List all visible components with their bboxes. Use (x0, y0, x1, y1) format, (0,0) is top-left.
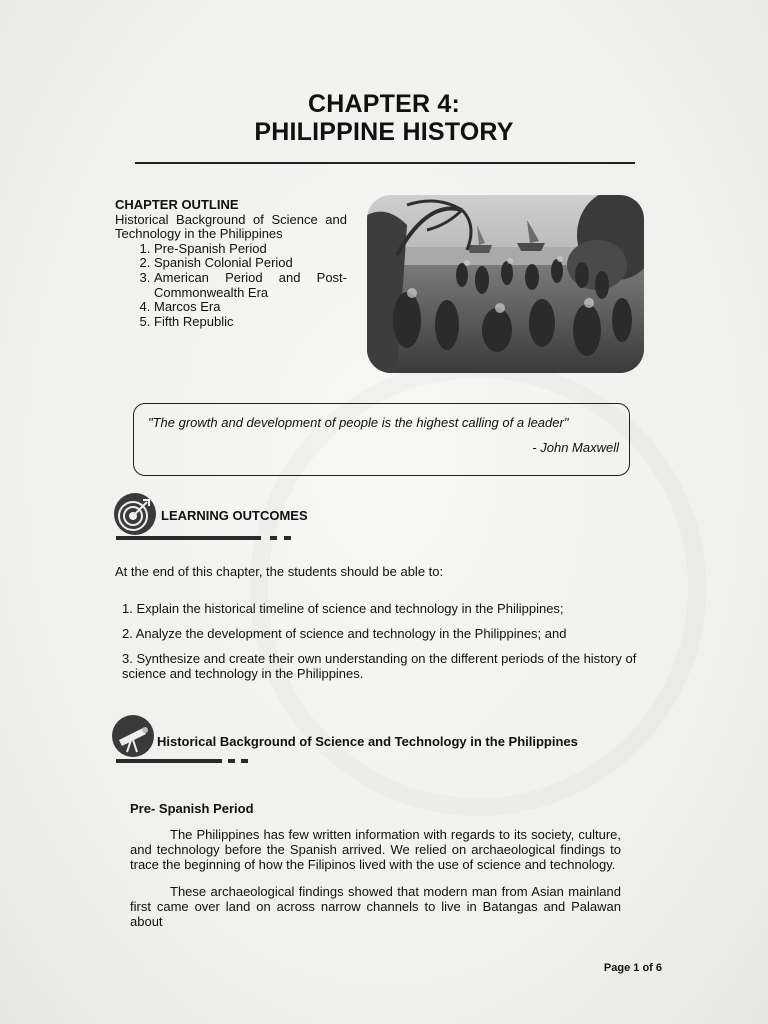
quote-box (133, 403, 630, 476)
outcomes-intro: At the end of this chapter, the students should be able to: (115, 564, 444, 579)
target-icon (113, 492, 157, 536)
chapter-number: CHAPTER 4: (307, 90, 460, 118)
outline-item: 3. American Period and Post-Commonwealth Era (154, 271, 347, 300)
outline-item: 1. Pre-Spanish Period (154, 242, 347, 257)
pre-spanish-paragraph: These archaeological findings showed that modern man from Asian mainland first came over land on across narrow channels to live in Batangas and Palawan about (130, 884, 621, 929)
underline-dot (270, 536, 277, 540)
underline-dot (284, 536, 291, 540)
quote-author: - John Maxwell (532, 440, 619, 455)
telescope-icon (111, 714, 155, 758)
learning-outcomes-heading: LEARNING OUTCOMES (161, 508, 308, 523)
outcome-item: 1. Explain the historical timeline of science and technology in the Philippines; (122, 601, 564, 616)
outline-intro: Historical Background of Science and Technology in the Philippines (115, 211, 347, 242)
underline-dot (241, 759, 248, 763)
title-divider (135, 162, 635, 164)
section-underline (116, 536, 261, 540)
outline-item: 2. Spanish Colonial Period (154, 256, 347, 271)
outline-item: 4. Marcos Era (154, 300, 347, 315)
underline-dot (228, 759, 235, 763)
pre-spanish-heading: Pre- Spanish Period (130, 801, 254, 816)
page-number: Page 1 of 6 (603, 962, 662, 974)
outcome-item: 2. Analyze the development of science and technology in the Philippines; and (122, 626, 567, 641)
chapter-outline (115, 198, 347, 329)
chapter-title: PHILIPPINE HISTORY (254, 118, 514, 146)
quote-text: "The growth and development of people is the highest calling of a leader" (148, 415, 569, 430)
outcome-item: 3. Synthesize and create their own understanding on the different periods of the history of science and technology in the Philippines. (122, 651, 637, 681)
pre-colonial-scene-image (367, 195, 644, 373)
historical-heading: Historical Background of Science and Technology in the Philippines (157, 734, 578, 749)
pre-spanish-paragraph: The Philippines has few written information with regards to its society, culture, and technology before the Spanish arrived. We relied on archaeological findings to trace the beginning of how the Filipinos lived with the use of science and technology. (130, 827, 621, 872)
outline-item: 5. Fifth Republic (154, 315, 347, 330)
outline-heading: CHAPTER OUTLINE (115, 197, 239, 212)
outline-list (115, 242, 347, 330)
section-underline (116, 759, 222, 763)
